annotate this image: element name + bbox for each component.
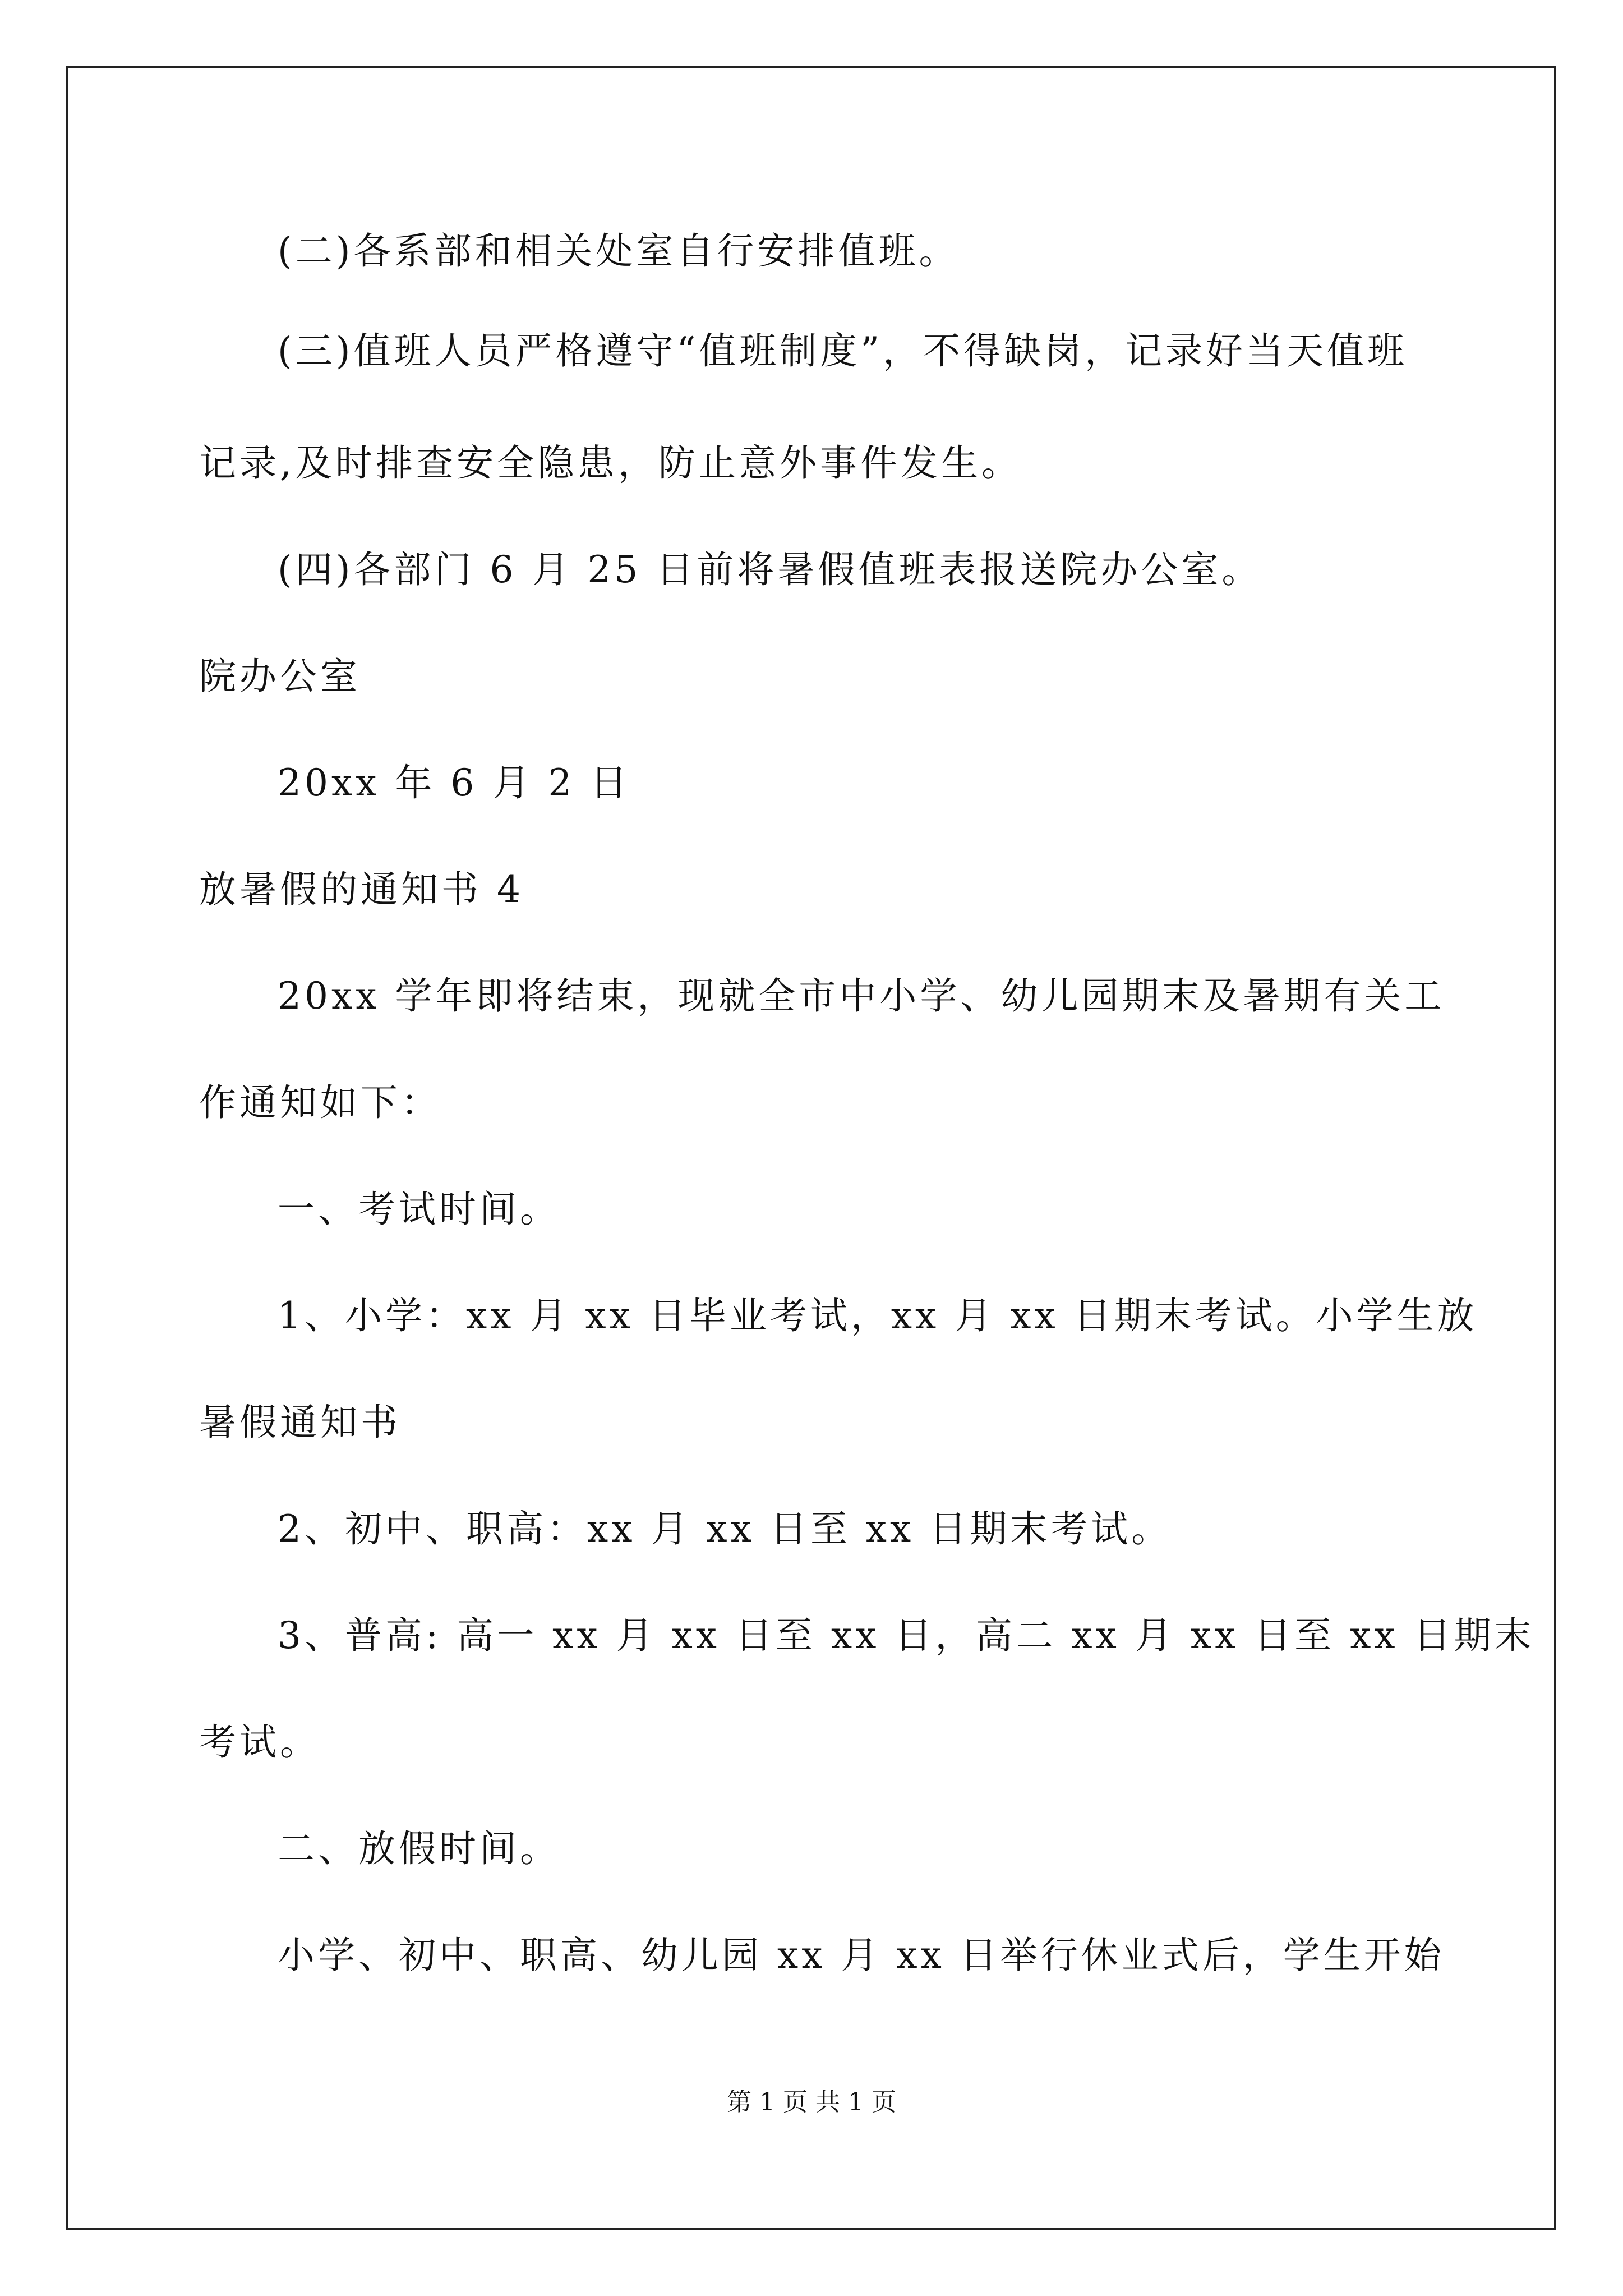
subsection-heading: 二、放假时间。 (278, 1827, 560, 1870)
paragraph-line: (二)各系部和相关处室自行安排值班。 (278, 229, 960, 273)
paragraph-line: 2、初中、职高：xx 月 xx 日至 xx 日期末考试。 (278, 1507, 1172, 1550)
signature-date: 20xx 年 6 月 2 日 (278, 761, 631, 804)
paragraph-line: (四)各部门 6 月 25 日前将暑假值班表报送院办公室。 (278, 548, 1262, 591)
signature-department: 院办公室 (199, 655, 361, 698)
paragraph-line: 20xx 学年即将结束，现就全市中小学、幼儿园期末及暑期有关工 (278, 974, 1445, 1018)
paragraph-line: 暑假通知书 (199, 1401, 401, 1444)
subsection-heading: 一、考试时间。 (278, 1188, 560, 1231)
paragraph-line: 3、普高: 高一 xx 月 xx 日至 xx 日，高二 xx 月 xx 日至 xx 日期末 (278, 1614, 1535, 1657)
paragraph-line: 1、小学：xx 月 xx 日毕业考试，xx 月 xx 日期末考试。小学生放 (278, 1294, 1478, 1337)
paragraph-line: 作通知如下： (199, 1081, 441, 1124)
paragraph-line: (三)值班人员严格遵守“值班制度”，不得缺岗，记录好当天值班 (278, 329, 1408, 372)
page-footer: 第 1 页 共 1 页 (727, 2088, 896, 2116)
paragraph-line: 考试。 (199, 1720, 320, 1764)
paragraph-line: 记录,及时排查安全隐患，防止意外事件发生。 (199, 441, 1022, 485)
paragraph-line: 小学、初中、职高、幼儿园 xx 月 xx 日举行休业式后，学生开始 (278, 1934, 1445, 1977)
section-title: 放暑假的通知书 4 (199, 868, 524, 911)
